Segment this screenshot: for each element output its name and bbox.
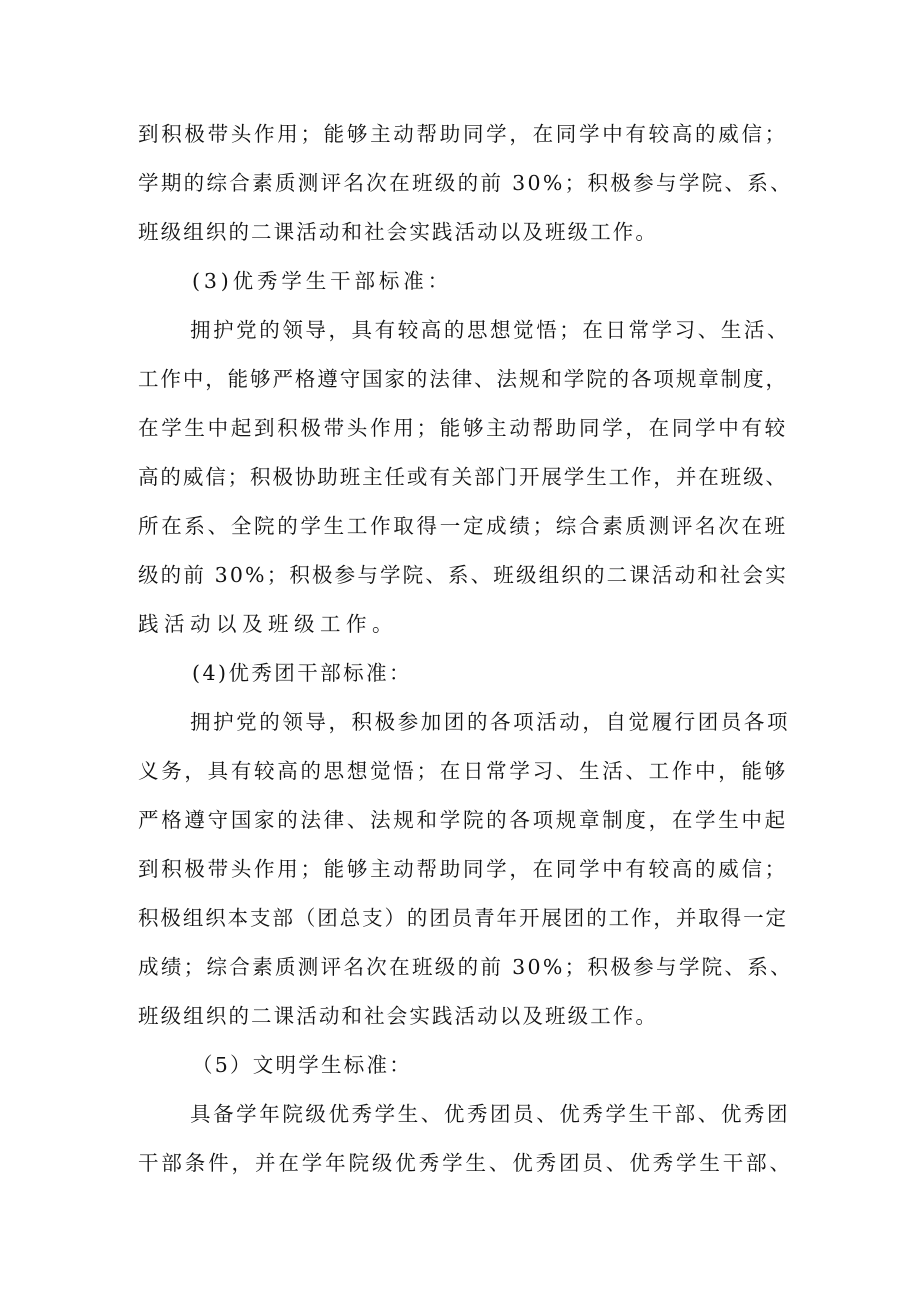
- text-line-9: 所在系、全院的学生工作取得一定成绩；综合素质测评名次在班: [138, 514, 788, 538]
- text-line-22: 干部条件，并在学年院级优秀学生、优秀团员、优秀学生干部、: [138, 1151, 793, 1175]
- text-line-8: 高的威信；积极协助班主任或有关部门开展学生工作，并在班级、: [138, 465, 788, 489]
- text-line-17: 积极组织本支部（团总支）的团员青年开展团的工作，并取得一定: [138, 906, 788, 930]
- text-line-5: 拥护党的领导，具有较高的思想觉悟；在日常学习、生活、: [190, 318, 791, 342]
- text-line-6: 工作中，能够严格遵守国家的法律、法规和学院的各项规章制度，: [138, 367, 788, 391]
- text-line-3: 班级组织的二课活动和社会实践活动以及班级工作。: [138, 220, 659, 244]
- section-heading-4: (4)优秀团干部标准：: [192, 661, 412, 685]
- text-line-13: 拥护党的领导，积极参加团的各项活动，自觉履行团员各项: [190, 710, 791, 734]
- text-line-11: 践活动以及班级工作。: [138, 612, 398, 636]
- text-line-14: 义务，具有较高的思想觉悟；在日常学习、生活、工作中，能够: [138, 759, 788, 783]
- text-line-19: 班级组织的二课活动和社会实践活动以及班级工作。: [138, 1004, 659, 1028]
- text-line-15: 严格遵守国家的法律、法规和学院的各项规章制度，在学生中起: [138, 808, 788, 832]
- section-heading-3: (3)优秀学生干部标准：: [192, 269, 452, 293]
- section-heading-5: （5）文明学生标准：: [192, 1053, 413, 1077]
- text-line-10: 级的前 30%；积极参与学院、系、班级组织的二课活动和社会实: [138, 563, 788, 587]
- text-line-21: 具备学年院级优秀学生、优秀团员、优秀学生干部、优秀团: [190, 1102, 791, 1126]
- text-line-18: 成绩；综合素质测评名次在班级的前 30%；积极参与学院、系、: [138, 955, 793, 979]
- text-line-16: 到积极带头作用；能够主动帮助同学，在同学中有较高的威信；: [138, 857, 788, 881]
- text-line-2: 学期的综合素质测评名次在班级的前 30%；积极参与学院、系、: [138, 171, 793, 195]
- text-line-7: 在学生中起到积极带头作用；能够主动帮助同学，在同学中有较: [138, 416, 788, 440]
- text-line-1: 到积极带头作用；能够主动帮助同学，在同学中有较高的威信；: [138, 122, 788, 146]
